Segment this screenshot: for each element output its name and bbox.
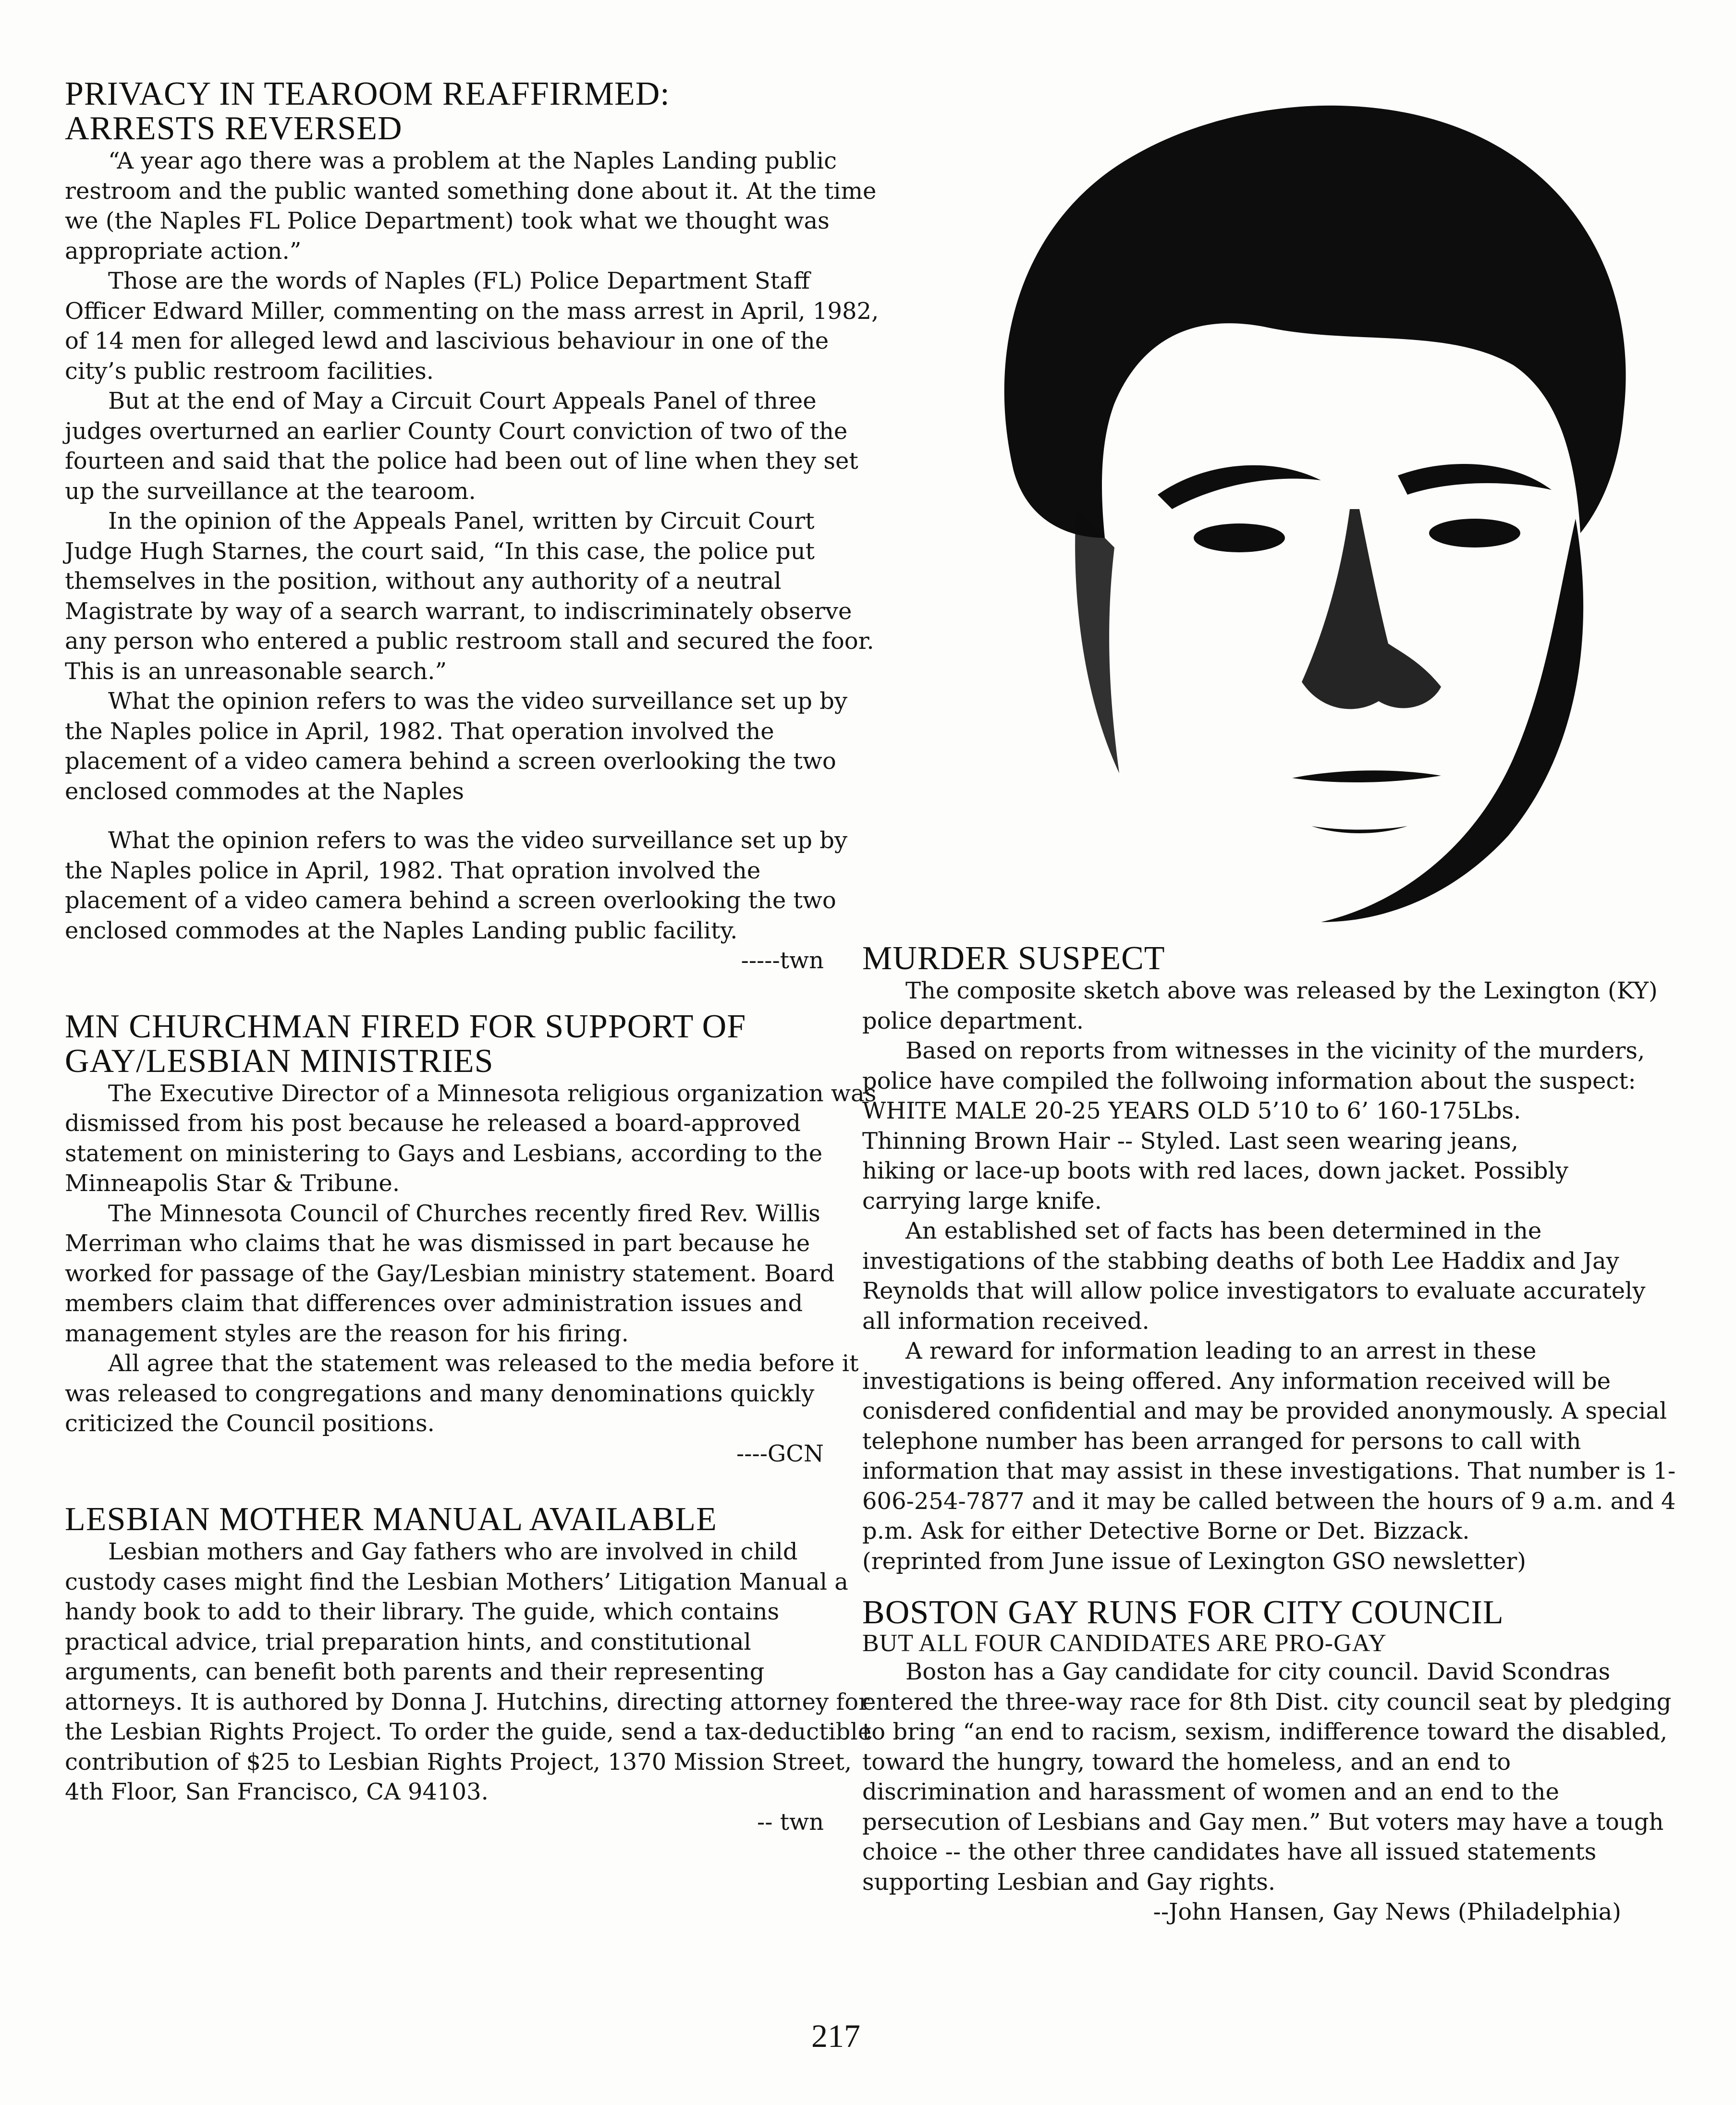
- article-privacy-paragraph-3: But at the end of May a Circuit Court Appeals Panel of three judges overturned an earlier County Court conviction of two of the fourteen and said that the police had been out of line when they set up the surveillance at the tearoom.: [65, 388, 858, 505]
- article-churchman: [65, 1010, 881, 1469]
- article-boston-headline: BOSTON GAY RUNS FOR CITY COUNCIL: [862, 1594, 1504, 1631]
- article-murder-source-note: (reprinted from June issue of Lexington GSO newsletter): [862, 1547, 1526, 1575]
- article-manual: [65, 1502, 881, 1837]
- article-boston-credit: --John Hansen, Gay News (Philadelphia): [1153, 1898, 1621, 1925]
- suspect-sketch-illustration: [956, 77, 1676, 941]
- article-churchman-paragraph-2: The Minnesota Council of Churches recently fired Rev. Willis Merriman who claims that he was dismissed in part because he worked for passage of the Gay/Lesbian ministry statement. Board members claim that differences over administration issues and management styles are the reason for his firing.: [65, 1200, 835, 1347]
- article-murder-paragraph-3: An established set of facts has been determined in the investigations of the stabbing deaths of both Lee Haddix and Jay Reynolds that will allow police investigators to evaluate accurately all information received.: [862, 1217, 1646, 1335]
- article-murder-paragraph-1: The composite sketch above was released by the Lexington (KY) police department.: [862, 977, 1658, 1034]
- article-privacy-paragraph-6: What the opinion refers to was the video surveillance set up by the Naples police in April, 1982. That opration involved the placement of a video camera behind a screen overlooking the two enclosed commodes at the Naples Landing public facility.: [65, 827, 848, 944]
- sketch-right-brow: [1398, 464, 1552, 495]
- sketch-right-eye: [1429, 519, 1520, 548]
- article-churchman-credit: ----GCN: [736, 1440, 824, 1467]
- suspect-description-line-4: carrying large knife.: [862, 1187, 1102, 1215]
- article-boston-paragraph-1: Boston has a Gay candidate for city council. David Scondras entered the three-way race for 8th Dist. city council seat by pledging to bring “an end to racism, sexism, indifference toward the disabled, toward the hungry, toward the homeless, and an end to discrimination and harassment of women and an end to the persecution of Lesbians and Gay men.” But voters may have a tough choice -- the other three candidates have all issued statements supporting Lesbian and Gay rights.: [862, 1658, 1672, 1896]
- right-column: [862, 941, 1679, 1927]
- article-murder-paragraph-2: Based on reports from witnesses in the vicinity of the murders, police have compiled the follwoing information about the suspect:: [862, 1037, 1645, 1095]
- article-murder-paragraph-4: A reward for information leading to an arrest in these investigations is being offered. Any information received will be conisdered confidential and may be provided anonymously. A special telephone number has been arranged for persons to call with information that may assist in these investigations. That number is 1-606-254-7877 and it may be called between the hours of 9 a.m. and 4 p.m. Ask for either Detective Borne or Det. Bizzack.: [862, 1338, 1676, 1545]
- article-privacy-paragraph-4: In the opinion of the Appeals Panel, written by Circuit Court Judge Hugh Starnes, the court said, “In this case, the police put themselves in the position, without any authority of a neutral Magistrate by way of a search warrant, to indiscriminately observe any person who entered a public restroom stall and secured the foor. This is an unreasonable search.”: [65, 508, 874, 685]
- article-privacy-headline-1: PRIVACY IN TEAROOM REAFFIRMED:: [65, 75, 670, 112]
- article-privacy-paragraph-1: “A year ago there was a problem at the Naples Landing public restroom and the public wanted something done about it. At the time we (the Naples FL Police Department) took what we thought was appropriate action.”: [65, 147, 877, 265]
- article-murder-headline: MURDER SUSPECT: [862, 940, 1165, 977]
- article-churchman-paragraph-1: The Executive Director of a Minnesota religious organization was dismissed from his post because he released a board-approved statement on ministering to Gays and Lesbians, according to the Minneapolis Star & Tribune.: [65, 1080, 877, 1197]
- article-privacy-paragraph-5: What the opinion refers to was the video surveillance set up by the Naples police in April, 1982. That operation involved the placement of a video camera behind a screen overlooking the two enclosed commodes at the Naples: [65, 688, 848, 805]
- article-manual-headline: LESBIAN MOTHER MANUAL AVAILABLE: [65, 1501, 717, 1538]
- sketch-left-cheek-shading: [1075, 509, 1119, 773]
- left-column: [65, 77, 881, 1837]
- sketch-left-eye: [1194, 523, 1285, 552]
- article-churchman-headline-1: MN CHURCHMAN FIRED FOR SUPPORT OF: [65, 1008, 746, 1045]
- suspect-description: [862, 1096, 1679, 1216]
- sketch-mouth: [1292, 770, 1441, 782]
- article-privacy-headline-2: ARRESTS REVERSED: [65, 110, 403, 147]
- sketch-chin-line: [1311, 826, 1407, 833]
- article-manual-paragraph-1: Lesbian mothers and Gay fathers who are involved in child custody cases might find the Lesbian Mothers’ Litigation Manual a handy book to add to their library. The guide, which contains practical advice, trial preparation hints, and constitutional arguments, can benefit both parents and their representing attorneys. It is authored by Donna J. Hutchins, directing attorney for the Lesbian Rights Project. To order the guide, send a tax-deductible contribution of $25 to Lesbian Rights Project, 1370 Mission Street, 4th Floor, San Francisco, CA 94103.: [65, 1538, 872, 1805]
- suspect-description-line-3: hiking or lace-up boots with red laces, down jacket. Possibly: [862, 1157, 1569, 1184]
- sketch-left-brow: [1158, 465, 1321, 509]
- article-churchman-paragraph-3: All agree that the statement was released to the media before it was released to congregations and many denominations quickly criticized the Council positions.: [65, 1350, 859, 1437]
- article-boston-subheadline: BUT ALL FOUR CANDIDATES ARE PRO-GAY: [862, 1630, 1387, 1657]
- sketch-nose: [1302, 509, 1441, 709]
- article-boston: [862, 1595, 1679, 1927]
- sketch-hair: [1004, 106, 1626, 538]
- suspect-description-line-2: Thinning Brown Hair -- Styled. Last seen wearing jeans,: [862, 1127, 1519, 1155]
- article-murder: [862, 941, 1679, 1576]
- article-churchman-headline-2: GAY/LESBIAN MINISTRIES: [65, 1042, 494, 1080]
- article-privacy-credit: -----twn: [741, 947, 824, 974]
- article-manual-credit: -- twn: [757, 1808, 824, 1836]
- article-privacy: [65, 77, 881, 976]
- article-privacy-paragraph-2: Those are the words of Naples (FL) Police Department Staff Officer Edward Miller, commenting on the mass arrest in April, 1982, of 14 men for alleged lewd and lascivious behaviour in one of the city’s public restroom facilities.: [65, 268, 879, 385]
- page-number: 217: [811, 2018, 860, 2054]
- suspect-description-line-1: WHITE MALE 20-25 YEARS OLD 5’10 to 6’ 160-175Lbs.: [862, 1097, 1521, 1124]
